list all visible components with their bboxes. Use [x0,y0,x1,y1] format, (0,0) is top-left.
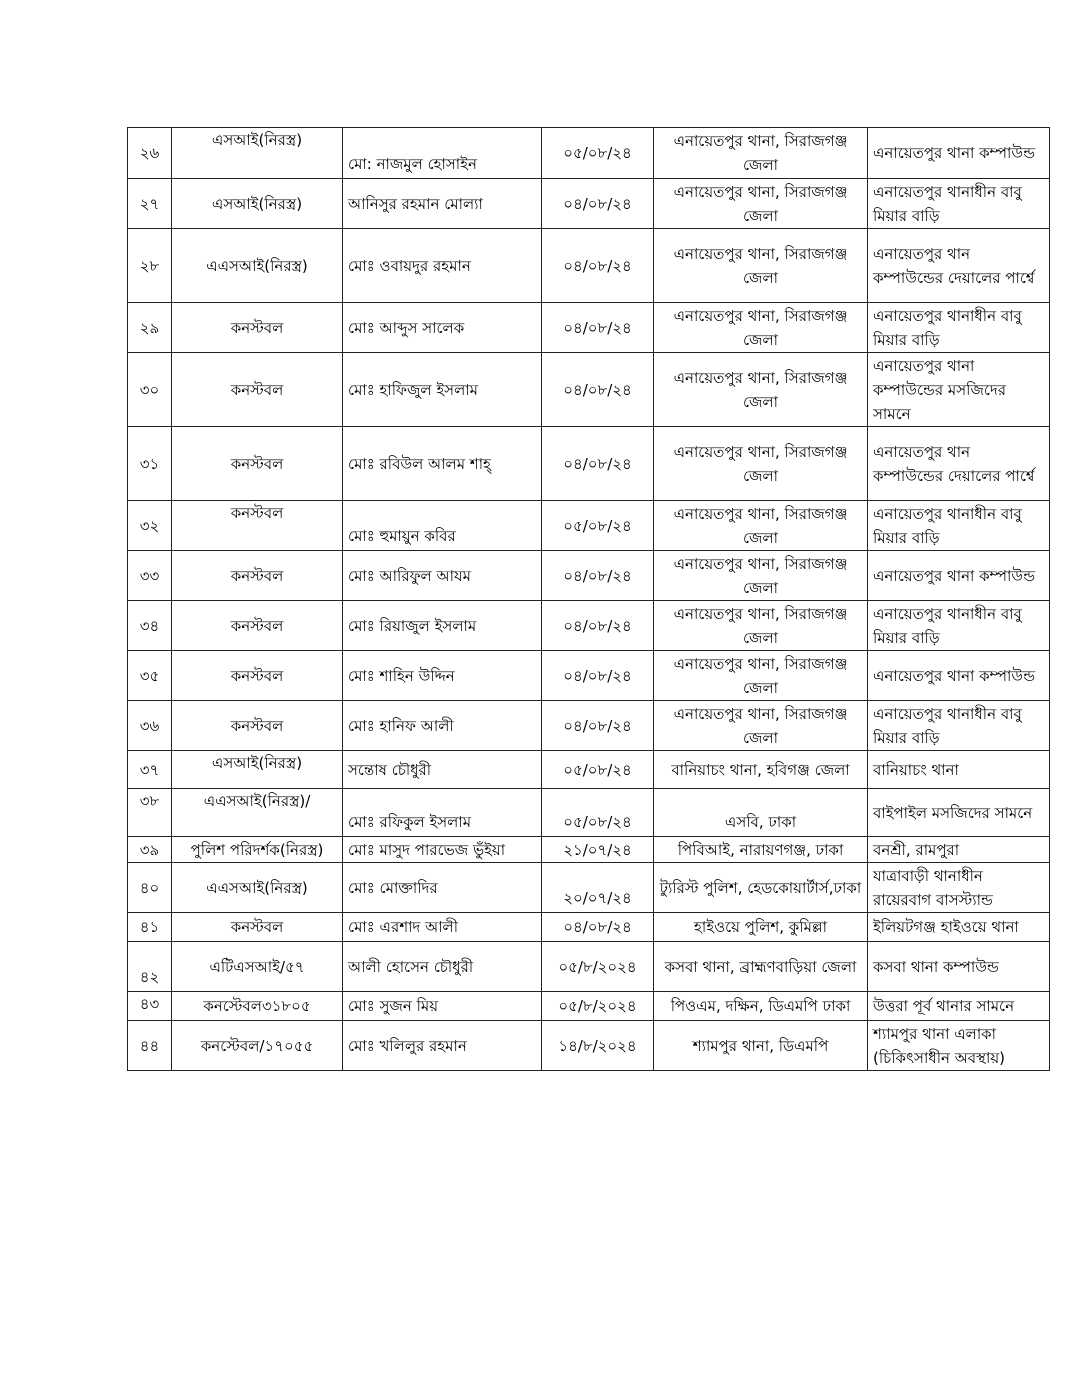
serial-cell-text: ৩১ [139,454,160,473]
name-cell-text: মোঃ আব্দুস সালেক [348,318,465,337]
name-cell [343,128,542,179]
serial-cell [128,229,172,303]
place-cell [654,863,868,913]
name-cell [343,913,542,942]
name-cell [343,551,542,601]
rank-cell-text: কনস্টবল [230,504,284,522]
date-cell-text: ০৫/৮/২০২৪ [558,957,637,976]
location-cell [868,701,1050,751]
date-cell-text: ০৪/০৮/২৪ [563,616,632,635]
serial-cell [128,551,172,601]
rank-cell-text: এটিএসআই/৫৭ [209,957,305,976]
place-cell-text: এনায়েতপুর থানা, সিরাজগঞ্জ জেলা [673,306,848,349]
table-row [128,601,1050,651]
date-cell [542,789,654,837]
rank-cell-text: কনস্টবল [230,918,284,936]
rank-cell-text: এসআই(নিরস্ত্র) [211,194,303,213]
location-cell [868,353,1050,427]
serial-cell [128,179,172,229]
place-cell-text: এনায়েতপুর থানা, সিরাজগঞ্জ জেলা [673,182,848,225]
date-cell-text: ০৫/০৮/২৪ [563,760,632,779]
rank-cell-text: কনস্টবল [230,454,284,473]
table-row [128,353,1050,427]
place-cell-text: এনায়েতপুর থানা, সিরাজগঞ্জ জেলা [673,554,848,597]
location-cell-text: এনায়েতপুর থানাধীন বাবু মিয়ার বাড়ি [873,704,1022,747]
serial-cell-text: ৩৩ [139,566,160,585]
location-cell-text: বাইপাইল মসজিদের সামনে [873,803,1033,822]
serial-cell-text: ৪১ [139,918,160,936]
name-cell-text: মোঃ ওবায়দুর রহমান [348,256,471,275]
name-cell-text: মোঃ রফিকুল ইসলাম [348,813,472,831]
name-cell-text: মোঃ শাহিন উদ্দিন [348,666,455,685]
serial-cell-text: ৪৪ [139,1036,160,1055]
rank-cell [172,942,343,992]
name-cell-text: আলী হোসেন চৌধুরী [348,957,474,976]
location-cell [868,501,1050,551]
location-cell [868,303,1050,353]
serial-cell-text: ২৯ [139,318,160,337]
rank-cell-text: কনস্টবল [230,716,284,735]
date-cell [542,501,654,551]
place-cell [654,837,868,863]
location-cell [868,1021,1050,1071]
date-cell [542,942,654,992]
name-cell-text: মোঃ রবিউল আলম শাহ্ [348,454,491,473]
table-row [128,179,1050,229]
rank-cell [172,1021,343,1071]
location-cell-text: এনায়েতপুর থানা কম্পাউন্ডের মসজিদের সামনে [873,356,1007,423]
date-cell [542,751,654,789]
location-cell-text: বনশ্রী, রামপুরা [873,840,960,859]
name-cell-text: মোঃ মাসুদ পারভেজ ভুঁইয়া [348,840,506,859]
rank-cell [172,863,343,913]
name-cell [343,701,542,751]
table-row [128,427,1050,501]
name-cell-text: মোঃ খলিলুর রহমান [348,1036,467,1055]
serial-cell [128,353,172,427]
rank-cell-text: কনস্টেবল৩১৮০৫ [203,997,311,1015]
name-cell-text: মোঃ মোক্তাদির [348,878,438,897]
rank-cell-text: কনস্টেবল/১৭০৫৫ [200,1036,314,1055]
table-row [128,751,1050,789]
serial-cell [128,1021,172,1071]
casualty-table [127,127,1050,1071]
location-cell [868,551,1050,601]
table-row [128,701,1050,751]
name-cell-text: সন্তোষ চৌধুরী [348,760,432,779]
location-cell [868,601,1050,651]
serial-cell-text: ৩৭ [139,760,160,779]
date-cell [542,303,654,353]
name-cell [343,229,542,303]
rank-cell [172,303,343,353]
place-cell [654,501,868,551]
location-cell [868,863,1050,913]
date-cell-text: ০৪/০৮/২৪ [563,380,632,399]
date-cell-text: ০৪/০৮/২৪ [563,666,632,685]
name-cell [343,601,542,651]
serial-cell [128,913,172,942]
date-cell [542,601,654,651]
place-cell-text: এনায়েতপুর থানা, সিরাজগঞ্জ জেলা [673,504,848,547]
place-cell-text: হাইওয়ে পুলিশ, কুমিল্লা [694,918,827,936]
serial-cell [128,863,172,913]
date-cell-text: ০৫/৮/২০২৪ [558,997,637,1015]
name-cell-text: মোঃ আরিফুল আযম [348,566,471,585]
date-cell-text: ০৪/০৮/২৪ [563,918,632,936]
serial-cell-text: ৪২ [139,968,160,986]
date-cell-text: ০৪/০৮/২৪ [563,566,632,585]
serial-cell [128,303,172,353]
date-cell [542,551,654,601]
location-cell-text: এনায়েতপুর থানা কম্পাউন্ড [873,666,1036,685]
serial-cell-text: ৩২ [139,516,160,535]
serial-cell-text: ৩০ [139,380,160,399]
location-cell-text: বানিয়াচং থানা [873,760,959,779]
date-cell [542,651,654,701]
location-cell-text: কসবা থানা কম্পাউন্ড [873,957,999,976]
name-cell [343,837,542,863]
place-cell [654,303,868,353]
date-cell-text: ০৫/০৮/২৪ [563,144,632,162]
table-row [128,863,1050,913]
table-row [128,942,1050,992]
location-cell [868,229,1050,303]
serial-cell-text: ৩৪ [139,616,160,635]
place-cell [654,229,868,303]
location-cell-text: শ্যামপুর থানা এলাকা (চিকিৎসাধীন অবস্থায়) [873,1024,1006,1067]
rank-cell [172,601,343,651]
location-cell-text: এনায়েতপুর থানা কম্পাউন্ড [873,566,1036,585]
place-cell [654,601,868,651]
serial-cell-text: ২৮ [139,256,160,275]
name-cell [343,863,542,913]
rank-cell [172,751,343,789]
name-cell [343,501,542,551]
date-cell [542,701,654,751]
name-cell [343,353,542,427]
name-cell-text: মোঃ হানিফ আলী [348,716,454,735]
name-cell-text: মোঃ সুজন মিয় [348,997,439,1015]
location-cell [868,789,1050,837]
table-row [128,551,1050,601]
rank-cell-text: এএসআই(নিরস্ত্র) [206,878,308,897]
serial-cell [128,427,172,501]
place-cell-text: এনায়েতপুর থানা, সিরাজগঞ্জ জেলা [673,704,848,747]
rank-cell-text: কনস্টবল [230,318,284,337]
rank-cell [172,701,343,751]
name-cell [343,651,542,701]
table-row [128,837,1050,863]
date-cell [542,1021,654,1071]
name-cell-text: মোঃ হাফিজুল ইসলাম [348,380,478,399]
date-cell [542,992,654,1021]
serial-cell-text: ৩৫ [139,666,160,685]
place-cell-text: এনায়েতপুর থানা, সিরাজগঞ্জ জেলা [673,654,848,697]
name-cell-text: আনিসুর রহমান মোল্যা [348,194,483,213]
date-cell-text: ০৫/০৮/২৪ [563,813,632,831]
rank-cell [172,913,343,942]
location-cell [868,913,1050,942]
rank-cell [172,353,343,427]
place-cell [654,353,868,427]
table-row [128,303,1050,353]
rank-cell [172,501,343,551]
name-cell [343,942,542,992]
serial-cell [128,501,172,551]
name-cell [343,992,542,1021]
serial-cell-text: ৩৯ [139,840,160,859]
name-cell [343,751,542,789]
date-cell-text: ০৪/০৮/২৪ [563,256,632,275]
place-cell [654,992,868,1021]
table-row [128,128,1050,179]
serial-cell [128,701,172,751]
location-cell [868,992,1050,1021]
date-cell [542,353,654,427]
name-cell [343,303,542,353]
table-row [128,913,1050,942]
place-cell-text: বানিয়াচং থানা, হবিগঞ্জ জেলা [671,760,850,779]
rank-cell [172,229,343,303]
rank-cell-text: এএসআই(নিরস্ত্র) [206,256,308,275]
rank-cell-text: এএসআই(নিরস্ত্র)/ [203,792,311,810]
name-cell-text: মোঃ এরশাদ আলী [348,918,459,936]
place-cell [654,551,868,601]
rank-cell [172,427,343,501]
location-cell-text: এনায়েতপুর থান কম্পাউন্ডের দেয়ালের পার্শ্বে [873,442,1035,485]
rank-cell-text: এসআই(নিরস্ত্র) [211,131,303,149]
rank-cell [172,551,343,601]
location-cell-text: এনায়েতপুর থানাধীন বাবু মিয়ার বাড়ি [873,306,1022,349]
table-body [128,128,1050,1071]
place-cell-text: এনায়েতপুর থানা, সিরাজগঞ্জ জেলা [673,604,848,647]
location-cell-text: এনায়েতপুর থান কম্পাউন্ডের দেয়ালের পার্শ্বে [873,244,1035,287]
date-cell [542,128,654,179]
serial-cell-text: ২৬ [139,144,160,162]
location-cell-text: ইলিয়টগঞ্জ হাইওয়ে থানা [873,918,1019,936]
rank-cell [172,651,343,701]
serial-cell [128,751,172,789]
serial-cell [128,789,172,837]
serial-cell [128,601,172,651]
place-cell [654,427,868,501]
date-cell [542,913,654,942]
name-cell-text: মোঃ হুমায়ুন কবির [348,527,456,545]
name-cell [343,789,542,837]
rank-cell [172,179,343,229]
rank-cell [172,837,343,863]
date-cell [542,863,654,913]
serial-cell [128,128,172,179]
location-cell-text: এনায়েতপুর থানাধীন বাবু মিয়ার বাড়ি [873,182,1022,225]
serial-cell [128,942,172,992]
table-row [128,501,1050,551]
rank-cell-text: কনস্টবল [230,380,284,399]
place-cell [654,942,868,992]
table-row [128,229,1050,303]
date-cell-text: ২০/০৭/২৪ [563,889,632,907]
place-cell-text: এনায়েতপুর থানা, সিরাজগঞ্জ জেলা [673,368,848,411]
table-row [128,992,1050,1021]
place-cell [654,789,868,837]
rank-cell-text: পুলিশ পরিদর্শক(নিরস্ত্র) [190,840,324,859]
name-cell-text: মোঃ রিয়াজুল ইসলাম [348,616,477,635]
serial-cell [128,992,172,1021]
serial-cell [128,651,172,701]
date-cell-text: ০৫/০৮/২৪ [563,516,632,535]
location-cell-text: যাত্রাবাড়ী থানাধীন রায়েরবাগ বাসস্ট্যান্ড [873,866,993,909]
rank-cell-text: কনস্টবল [230,666,284,685]
place-cell [654,128,868,179]
table-row [128,1021,1050,1071]
place-cell-text: ট্যুরিস্ট পুলিশ, হেডকোয়ার্টার্স,ঢাকা [659,878,862,897]
place-cell-text: এনায়েতপুর থানা, সিরাজগঞ্জ জেলা [673,442,848,485]
serial-cell [128,837,172,863]
place-cell [654,751,868,789]
date-cell-text: ২১/০৭/২৪ [563,840,632,859]
location-cell [868,128,1050,179]
location-cell-text: এনায়েতপুর থানাধীন বাবু মিয়ার বাড়ি [873,504,1022,547]
date-cell-text: ১৪/৮/২০২৪ [558,1036,637,1055]
location-cell-text: এনায়েতপুর থানা কম্পাউন্ড [873,144,1036,162]
rank-cell-text: এসআই(নিরস্ত্র) [211,754,303,772]
location-cell [868,179,1050,229]
place-cell-text: এনায়েতপুর থানা, সিরাজগঞ্জ জেলা [673,244,848,287]
serial-cell-text: ৪০ [139,878,160,897]
date-cell-text: ০৪/০৮/২৪ [563,454,632,473]
place-cell-text: শ্যামপুর থানা, ডিএমপি [692,1036,829,1055]
place-cell [654,701,868,751]
date-cell-text: ০৪/০৮/২৪ [563,318,632,337]
serial-cell-text: ৪৩ [139,995,160,1013]
place-cell [654,1021,868,1071]
serial-cell-text: ২৭ [139,194,160,213]
date-cell [542,179,654,229]
place-cell [654,179,868,229]
location-cell-text: এনায়েতপুর থানাধীন বাবু মিয়ার বাড়ি [873,604,1022,647]
place-cell [654,913,868,942]
place-cell-text: কসবা থানা, ব্রাহ্মণবাড়িয়া জেলা [664,957,857,976]
date-cell-text: ০৪/০৮/২৪ [563,716,632,735]
place-cell-text: এনায়েতপুর থানা, সিরাজগঞ্জ জেলা [673,132,848,174]
date-cell [542,427,654,501]
date-cell-text: ০৪/০৮/২৪ [563,194,632,213]
table-row [128,651,1050,701]
location-cell [868,751,1050,789]
serial-cell-text: ৩৮ [139,792,160,810]
serial-cell-text: ৩৬ [139,716,160,735]
name-cell [343,179,542,229]
rank-cell [172,789,343,837]
rank-cell-text: কনস্টবল [230,616,284,635]
date-cell [542,837,654,863]
name-cell [343,1021,542,1071]
location-cell [868,837,1050,863]
location-cell [868,427,1050,501]
place-cell-text: পিবিআই, নারায়ণগঞ্জ, ঢাকা [677,840,844,859]
place-cell [654,651,868,701]
place-cell-text: পিওএম, দক্ষিন, ডিএমপি ঢাকা [670,997,851,1015]
rank-cell [172,128,343,179]
name-cell [343,427,542,501]
place-cell-text: এসবি, ঢাকা [724,813,797,831]
rank-cell [172,992,343,1021]
location-cell [868,942,1050,992]
location-cell-text: উত্তরা পূর্ব থানার সামনে [873,997,1015,1015]
date-cell [542,229,654,303]
table-row [128,789,1050,837]
location-cell [868,651,1050,701]
rank-cell-text: কনস্টবল [230,566,284,585]
name-cell-text: মো: নাজমুল হোসাইন [348,155,477,173]
